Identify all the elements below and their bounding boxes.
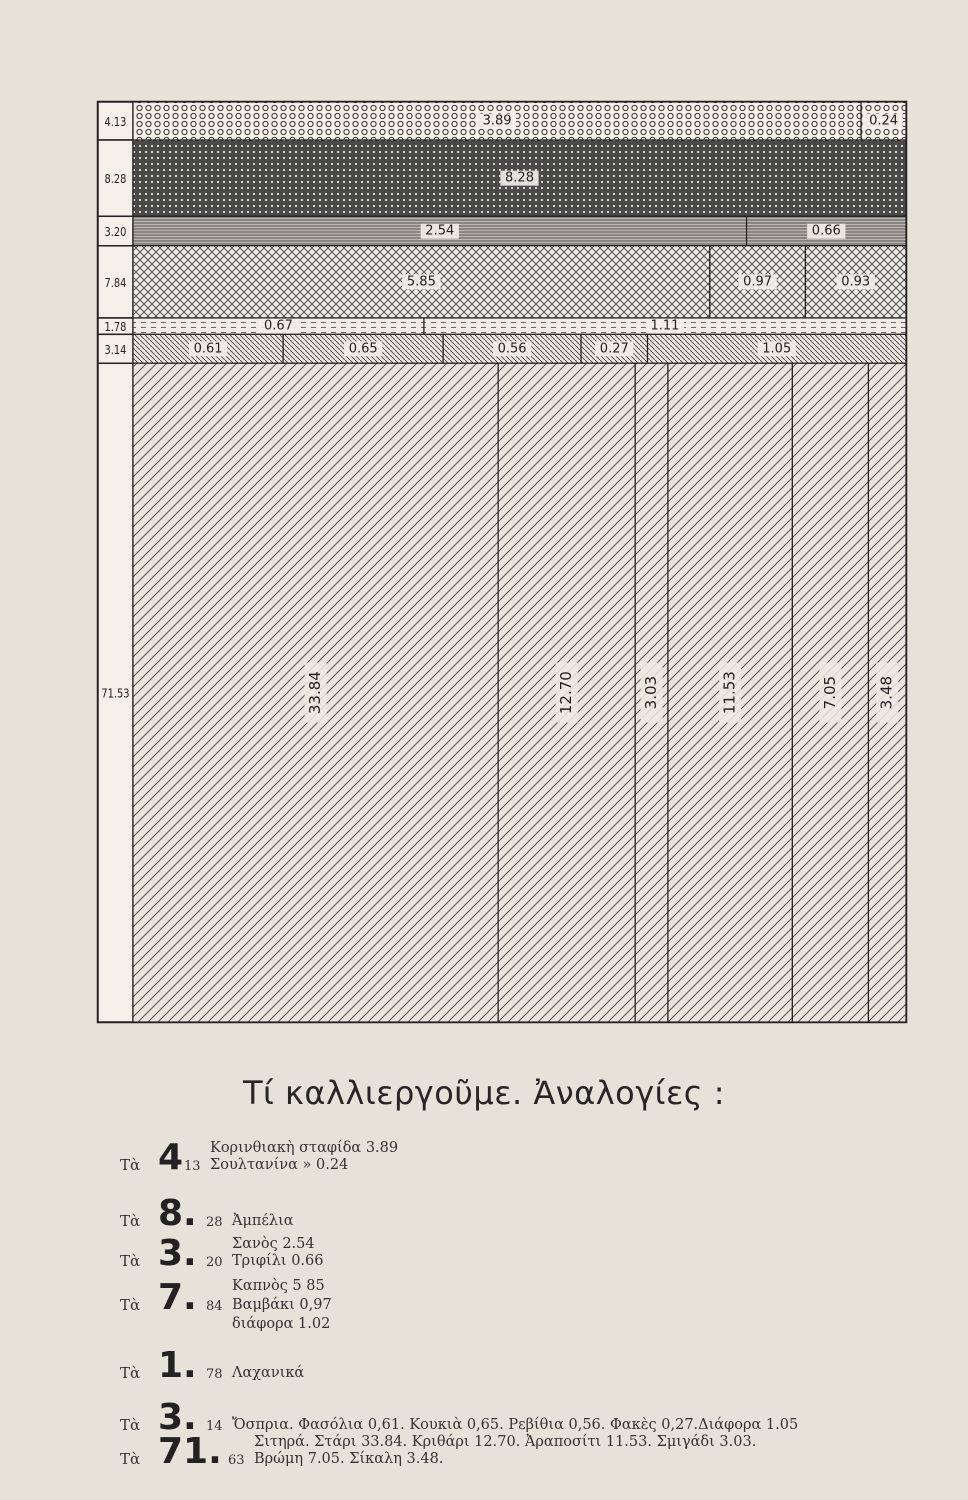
legend-item: Λαχανικά — [232, 1365, 305, 1381]
segment-value-label: 0.24 — [869, 113, 899, 129]
band-6 — [98, 363, 906, 1022]
legend-big-number: 3. — [158, 1233, 197, 1274]
segment-value-label: 5.85 — [406, 274, 436, 290]
band-4 — [98, 318, 906, 334]
segment-value-label: 0.67 — [264, 318, 293, 334]
band-value-label: 7.84 — [104, 275, 127, 291]
segment-value-label: 12.70 — [557, 671, 576, 715]
band-2 — [98, 216, 906, 245]
band-value-label: 8.28 — [104, 172, 127, 187]
legend-item: Καπνὸς 5 85 — [232, 1278, 325, 1294]
legend-big-number: 3. — [158, 1397, 197, 1438]
legend-big-number: 71. — [158, 1431, 222, 1472]
legend-decimal: 20 — [206, 1255, 223, 1270]
segment-value-label: 0.27 — [599, 341, 629, 357]
legend-decimal: 14 — [206, 1419, 223, 1434]
segment-value-label: 0.66 — [811, 223, 841, 239]
band-value-label: 1.78 — [104, 320, 127, 335]
band-0 — [98, 102, 906, 140]
band-5 — [98, 334, 906, 363]
legend-big-number: 1. — [158, 1345, 197, 1386]
band-value-label: 4.13 — [104, 115, 127, 130]
band-value-label: 3.14 — [104, 342, 127, 358]
legend-big-number: 8. — [158, 1193, 197, 1234]
legend-item: Τριφίλι 0.66 — [232, 1253, 324, 1269]
legend-item: Ἀμπέλια — [232, 1213, 294, 1229]
band-value-label: 3.20 — [104, 225, 127, 240]
legend-decimal: 13 — [184, 1159, 201, 1174]
legend-item: διάφορα 1.02 — [232, 1316, 331, 1332]
segment-value-label: 2.54 — [425, 223, 455, 239]
segment-value-label: 3.89 — [482, 113, 512, 129]
legend-decimal: 63 — [228, 1453, 245, 1468]
legend-item: Σανὸς 2.54 — [232, 1236, 315, 1252]
segment-value-label: 0.65 — [348, 341, 378, 357]
segment-value-label: 11.53 — [720, 671, 739, 715]
legend-item: Σιτηρά. Στάρι 33.84. Κριθάρι 12.70. Ἀραποσίτι 11.53. Σμιγάδι 3.03. — [254, 1434, 757, 1450]
legend-big-number: 7. — [158, 1277, 197, 1318]
legend-decimal: 78 — [206, 1367, 223, 1382]
legend-article: Τὰ — [120, 1212, 141, 1230]
chart-title: Τί καλλιεργοῦμε. Ἀναλογίες : — [242, 1074, 725, 1112]
legend-item: Σουλτανίνα » 0.24 — [210, 1157, 349, 1173]
band-value-label: 71.53 — [101, 686, 130, 701]
legend-item: Βρώμη 7.05. Σίκαλη 3.48. — [254, 1451, 444, 1467]
legend-article: Τὰ — [120, 1364, 141, 1382]
legend-article: Τὰ — [120, 1416, 141, 1434]
legend-item: Βαμβάκι 0,97 — [232, 1297, 332, 1313]
segment-value-label: 0.97 — [743, 274, 773, 290]
segment-value-label: 0.61 — [193, 341, 223, 357]
segment-value-label: 1.05 — [762, 341, 792, 357]
legend-decimal: 28 — [206, 1215, 223, 1230]
legend-item: Κορινθιακὴ σταφίδα 3.89 — [210, 1140, 399, 1156]
legend-big-number: 4 — [158, 1137, 184, 1178]
segment-value-label: 3.03 — [642, 675, 661, 710]
legend-article: Τὰ — [120, 1296, 141, 1314]
segment-value-label: 7.05 — [820, 675, 839, 710]
legend-article: Τὰ — [120, 1252, 141, 1270]
band-3 — [98, 246, 906, 318]
legend-decimal: 84 — [206, 1299, 223, 1314]
legend-item: Ὄσπρια. Φασόλια 0,61. Κουκιὰ 0,65. Ρεβίθια 0,56. Φακὲς 0,27.Διάφορα 1.05 — [232, 1417, 799, 1433]
segment-value-label: 0.56 — [497, 341, 527, 357]
segment-value-label: 0.93 — [841, 274, 871, 290]
segment-value-label: 3.48 — [877, 675, 896, 710]
legend-article: Τὰ — [120, 1450, 141, 1468]
segment-value-label: 8.28 — [505, 170, 534, 186]
segment-value-label: 33.84 — [306, 671, 325, 715]
segment-value-label: 1.11 — [650, 318, 680, 334]
band-1 — [98, 140, 906, 216]
legend-article: Τὰ — [120, 1156, 141, 1174]
